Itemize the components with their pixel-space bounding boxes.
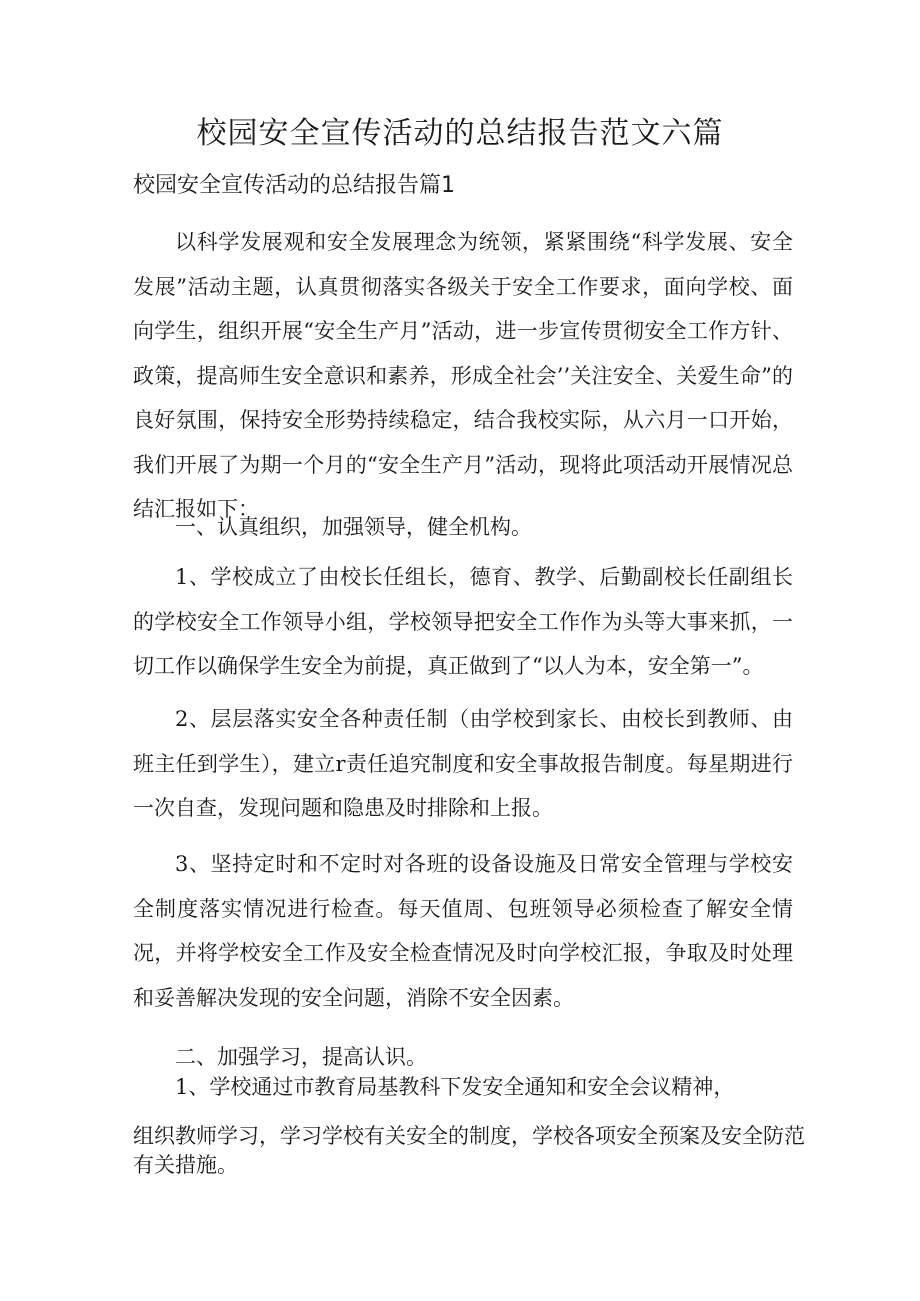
item-one-paragraph: 1、学校成立了由校长任组长，德育、教学、后勤副校长任副组长的学校安全工作领导小组，学校领导把安全工作作为头等大事来抓，一切工作以确保学生安全为前提，真正做到了“以人为本，安全第一”。 (133, 565, 793, 678)
item-four-line-2: 组织教师学习，学习学校有关安全的制度，学校各项安全预案及安全防范 (133, 1124, 805, 1148)
item-three-paragraph: 3、坚持定时和不定时对各班的设备设施及日常安全管理与学校安全制度落实情况进行检查。每天值周、包班领导必须检查了解安全情况，并将学校安全工作及安全检查情况及时向学校汇报，争取及时处理和妥善解决发现的安全问题，消除不安全因素。 (133, 852, 793, 1010)
intro-paragraph: 以科学发展观和安全发展理念为统领，紧紧围绕“科学发展、安全发展”活动主题，认真贯彻落实各级关于安全工作要求，面向学校、面向学生，组织开展“安全生产月”活动，进一步宣传贯彻安全工作方针、政策，提高师生安全意识和素养，形成全社会’’关注安全、关爱生命”的良好氛围，保持安全形势持续稳定，结合我校实际，从六月一口开始，我们开展了为期一个月的“安全生产月”活动，现将此项活动开展情况总结汇报如下： (133, 230, 793, 521)
section-title: 校园安全宣传活动的总结报告篇1 (133, 173, 455, 198)
item-four-line-3: 有关措施。 (133, 1153, 238, 1177)
heading-one: 一、认真组织，加强领导，健全机构。 (175, 515, 532, 539)
document-title: 校园安全宣传活动的总结报告范文六篇 (196, 116, 724, 151)
heading-two: 二、加强学习，提高认识。 (175, 1045, 427, 1069)
item-two-paragraph: 2、层层落实安全各种责任制（由学校到家长、由校长到教师、由班主任到学生），建立r责任追究制度和安全事故报告制度。每星期进行一次自查，发现问题和隐患及时排除和上报。 (133, 707, 793, 820)
item-four-line-1: 1、学校通过市教育局基教科下发安全通知和安全会议精神， (175, 1075, 735, 1099)
